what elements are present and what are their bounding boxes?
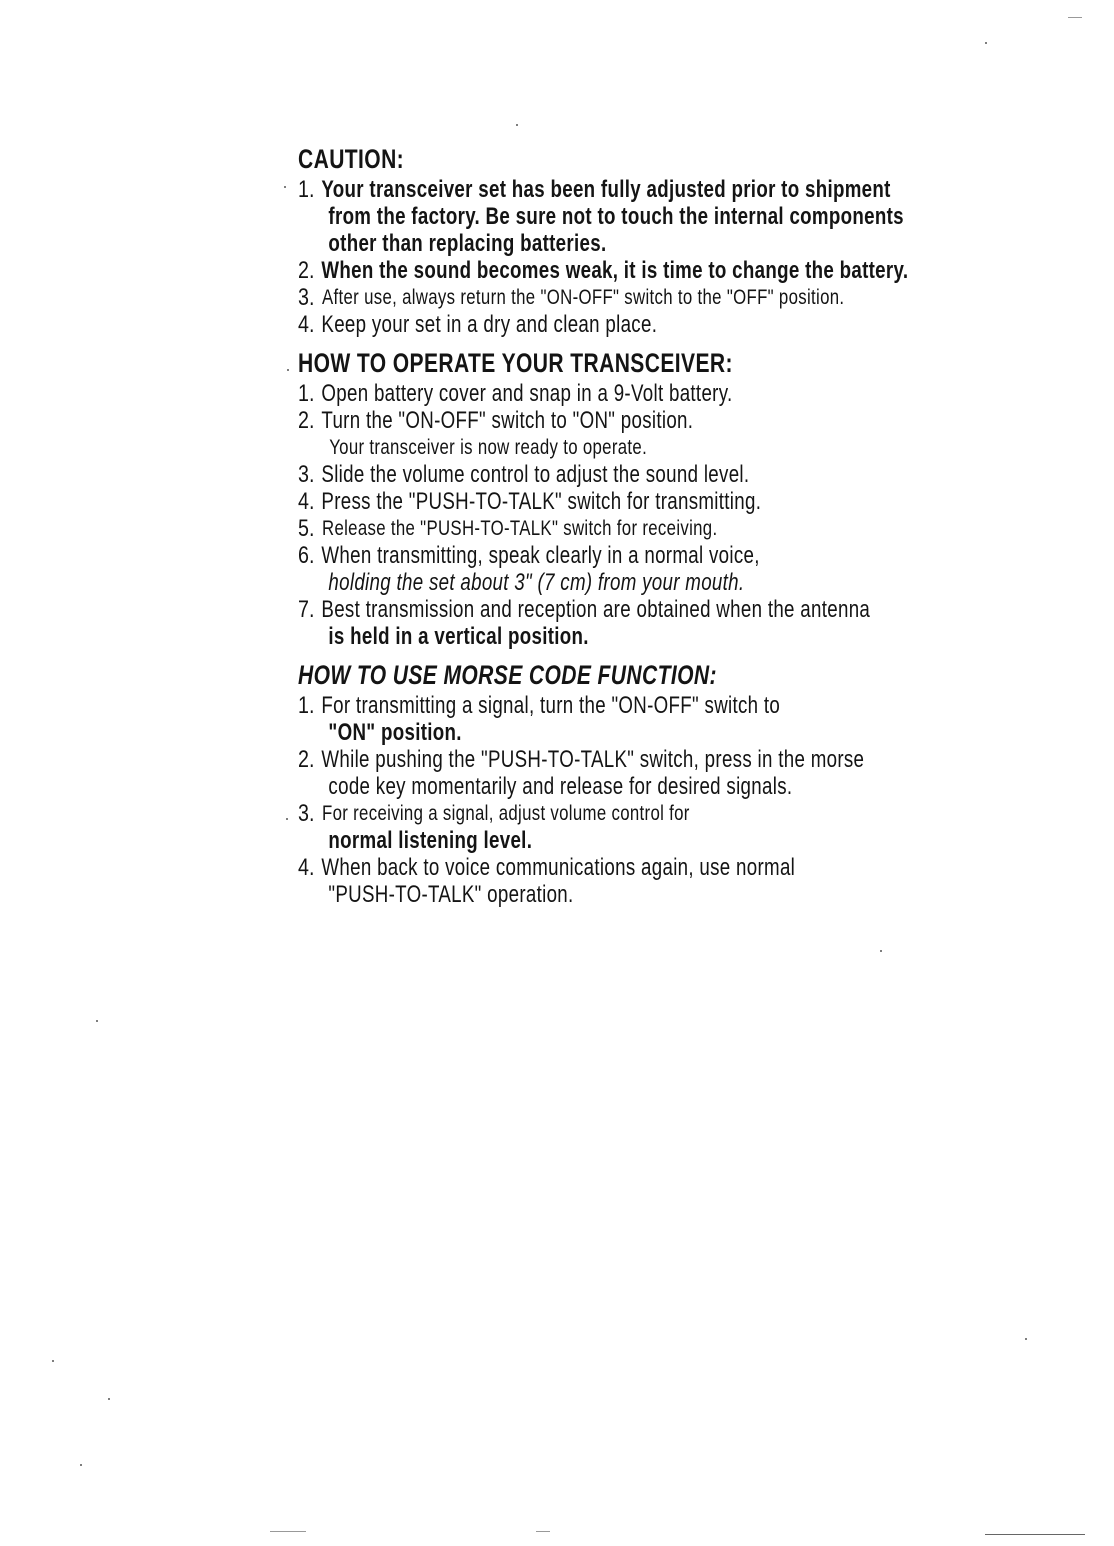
caution-item-3 bbox=[298, 284, 1058, 311]
item-number: 1. bbox=[298, 380, 315, 407]
caution-item-2 bbox=[298, 257, 1058, 284]
caution-heading: CAUTION: bbox=[298, 144, 405, 174]
item-line: While pushing the "PUSH-TO-TALK" switch, press in the morse bbox=[321, 746, 865, 773]
morse-section bbox=[298, 658, 1058, 908]
item-line: "PUSH-TO-TALK" operation. bbox=[328, 881, 574, 908]
morse-item-2 bbox=[298, 746, 1058, 800]
item-line: code key momentarily and release for desired signals. bbox=[328, 773, 793, 800]
morse-item-3 bbox=[298, 800, 1058, 854]
item-line: Best transmission and reception are obtained when the antenna bbox=[321, 596, 871, 623]
item-number: 4. bbox=[298, 311, 315, 338]
item-number: 2. bbox=[298, 746, 315, 773]
item-number: 3. bbox=[298, 800, 315, 827]
caution-item-4 bbox=[298, 311, 1058, 338]
scan-speck bbox=[96, 1020, 98, 1022]
scan-speck bbox=[108, 1398, 110, 1400]
scan-line bbox=[536, 1531, 550, 1532]
item-line: When back to voice communications again, use normal bbox=[321, 854, 796, 881]
item-number: 2. bbox=[298, 257, 315, 284]
operate-item-1 bbox=[298, 380, 1058, 407]
item-line: Turn the "ON-OFF" switch to "ON" position. bbox=[321, 407, 694, 434]
item-line: "ON" position. bbox=[328, 719, 462, 746]
operate-list bbox=[298, 380, 1058, 650]
caution-item-1 bbox=[298, 176, 1058, 257]
instruction-document bbox=[298, 142, 1058, 908]
item-number: 1. bbox=[298, 176, 315, 203]
item-number: 6. bbox=[298, 542, 315, 569]
morse-item-1 bbox=[298, 692, 1058, 746]
item-line: Release the "PUSH-TO-TALK" switch for receiving. bbox=[322, 517, 718, 540]
operate-item-4 bbox=[298, 488, 1058, 515]
item-line: other than replacing batteries. bbox=[328, 230, 607, 257]
item-number: 5. bbox=[298, 515, 315, 542]
item-line: Your transceiver set has been fully adjusted prior to shipment bbox=[321, 176, 891, 203]
scan-line bbox=[985, 1534, 1085, 1535]
scan-speck bbox=[985, 42, 987, 44]
item-line: For receiving a signal, adjust volume control for bbox=[322, 802, 690, 825]
item-line: For transmitting a signal, turn the "ON-OFF" switch to bbox=[321, 692, 781, 719]
scan-line bbox=[270, 1531, 306, 1532]
item-line: Press the "PUSH-TO-TALK" switch for transmitting. bbox=[321, 488, 762, 515]
operate-item-5 bbox=[298, 515, 1058, 542]
scan-line bbox=[1068, 17, 1082, 18]
item-number: 7. bbox=[298, 596, 315, 623]
item-number: 2. bbox=[298, 407, 315, 434]
morse-list bbox=[298, 692, 1058, 908]
operate-item-6 bbox=[298, 542, 1058, 596]
scan-speck bbox=[52, 1360, 54, 1362]
operate-item-7 bbox=[298, 596, 1058, 650]
morse-heading: HOW TO USE MORSE CODE FUNCTION: bbox=[298, 660, 717, 690]
item-line: Open battery cover and snap in a 9-Volt battery. bbox=[321, 380, 733, 407]
caution-section bbox=[298, 142, 1058, 338]
item-line: from the factory. Be sure not to touch the internal components bbox=[328, 203, 904, 230]
item-number: 3. bbox=[298, 461, 315, 488]
scan-speck bbox=[1025, 1338, 1027, 1340]
scan-speck bbox=[80, 1464, 82, 1466]
item-number: 4. bbox=[298, 488, 315, 515]
item-line: When transmitting, speak clearly in a normal voice, bbox=[321, 542, 760, 569]
morse-item-4 bbox=[298, 854, 1058, 908]
item-line: Your transceiver is now ready to operate. bbox=[329, 436, 648, 459]
item-line: After use, always return the "ON-OFF" switch to the "OFF" position. bbox=[322, 286, 845, 309]
item-number: 3. bbox=[298, 284, 315, 311]
scan-speck bbox=[287, 369, 289, 371]
item-line: holding the set about 3" (7 cm) from your mouth. bbox=[328, 569, 745, 596]
item-line: Keep your set in a dry and clean place. bbox=[321, 311, 658, 338]
item-line: normal listening level. bbox=[328, 827, 533, 854]
scan-speck bbox=[284, 186, 286, 188]
operate-item-2 bbox=[298, 407, 1058, 461]
item-number: 4. bbox=[298, 854, 315, 881]
scan-speck bbox=[286, 818, 288, 820]
item-line: Slide the volume control to adjust the sound level. bbox=[321, 461, 750, 488]
item-line: is held in a vertical position. bbox=[328, 623, 589, 650]
scan-speck bbox=[880, 950, 882, 952]
operate-section bbox=[298, 346, 1058, 650]
caution-list bbox=[298, 176, 1058, 338]
scan-speck bbox=[516, 124, 518, 126]
item-number: 1. bbox=[298, 692, 315, 719]
item-line: When the sound becomes weak, it is time to change the battery. bbox=[321, 257, 909, 284]
operate-heading: HOW TO OPERATE YOUR TRANSCEIVER: bbox=[298, 348, 733, 378]
operate-item-3 bbox=[298, 461, 1058, 488]
